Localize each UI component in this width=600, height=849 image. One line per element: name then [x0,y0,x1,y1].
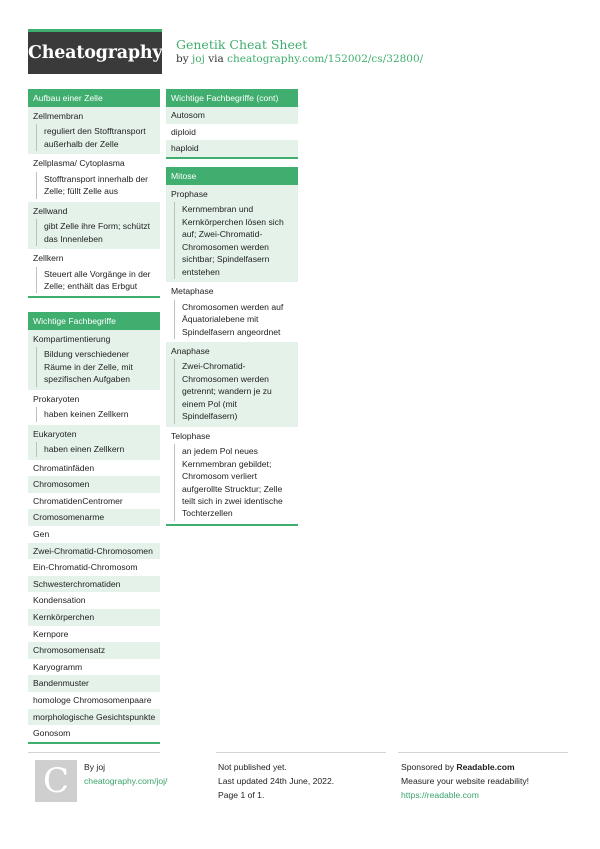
list-item [28,390,160,425]
footer-divider [216,752,386,753]
definition: reguliert den Stofftransport außerhalb der Zelle [36,124,155,151]
term-row: Gonosom [33,728,71,739]
footer-meta [218,760,334,802]
logo-text: Cheatography [28,43,163,63]
term-row: Gen [33,529,50,539]
list-item [166,342,298,427]
sponsor-name[interactable]: Readable.com [456,762,515,772]
list-item [166,282,298,342]
section-title: Wichtige Fachbegriffe (cont) [166,89,298,107]
sheet-url-link[interactable]: cheatography.com/152002/cs/32800/ [227,53,424,65]
term-row: Karyogramm [33,661,83,672]
term: Anaphase [171,345,210,356]
term-row: Kernpore [33,628,69,639]
term-row: Schwesterchromatiden [28,576,160,593]
term-row: Chromosomensatz [28,642,160,659]
page-title: Genetik Cheat Sheet [176,37,308,52]
term: Kompartimentierung [33,334,111,344]
publish-status: Not published yet. [218,762,287,772]
term-row: Ein-Chromatid-Chromosom [33,562,138,573]
page-number: Page 1 of 1. [218,790,265,800]
cheatography-logo[interactable] [28,29,162,74]
sponsor-link[interactable]: https://readable.com [401,790,479,800]
byline: by joj via cheatography.com/152002/cs/32800/ [176,53,424,65]
section-title: Wichtige Fachbegriffe [28,312,160,330]
definition: Stofftransport innerhalb der Zelle; füllt Zelle aus [36,172,155,199]
term-row: haploid [166,140,298,157]
term: Zellkern [33,253,64,264]
avatar-letter: C [42,761,69,801]
term: Prokaryoten [33,393,80,404]
footer-sponsor: Sponsored by Readable.com Measure your website readability! https://readable.com [401,762,530,800]
definition: haben einen Zellkern [36,442,155,456]
section-wichtige-fachbegriffe-cont [166,89,298,159]
last-updated: Last updated 24th June, 2022. [218,776,335,786]
footer-divider [398,752,568,753]
list-item [166,427,298,524]
term-row: homologe Chromosomenpaare [33,694,152,705]
term-row: Cromosomenarme [28,509,160,526]
term: Prophase [171,189,208,199]
definition: haben keinen Zellkern [36,407,155,421]
section-title: Aufbau einer Zelle [28,89,160,107]
definition: an jedem Pol neues Kernmembran gebildet; Chromosom verliert aufgerollte Strucktur; Zelle teilt sich in zwei identische Tochterzellen [174,444,293,521]
term-row: Bandenmuster [28,675,160,692]
section-wichtige-fachbegriffe [28,312,160,744]
list-item [28,107,160,154]
term-row: diploid [171,126,196,137]
term-row: Kernkörperchen [28,609,160,626]
definition: Chromosomen werden auf Äquatorialebene mit Spindelfasern angeordnet [174,300,293,339]
list-item [166,185,298,282]
term: Zellmembran [33,111,84,121]
term: Telophase [171,430,211,441]
list-item [28,330,160,390]
list-item [28,425,160,460]
term-row: morphologische Gesichtspunkte [28,709,160,726]
term-row: Chromatinfäden [33,462,95,473]
term-row: Zwei-Chromatid-Chromosomen [28,543,160,560]
term-row: Autosom [166,107,298,124]
footer-author: By joj cheatography.com/joj/ [84,762,168,786]
term: Eukaryoten [33,428,77,439]
footer-author-name[interactable]: joj [96,762,106,772]
definition: Steuert alle Vorgänge in der Zelle; enthält das Erbgut [36,267,155,294]
author-link[interactable]: joj [192,53,205,65]
definition: Zwei-Chromatid-Chromosomen werden getrennt; wandern je zu einem Pol (mit Spindelfasern) [174,359,293,423]
list-item [28,202,160,249]
term: Metaphase [171,286,214,297]
term-row: Chromosomen [28,476,160,493]
term-row: Kondensation [33,595,86,606]
author-avatar[interactable] [35,760,77,802]
definition: Kernmembran und Kernkörperchen lösen sich auf; Zwei-Chromatid-Chromosomen werden sichtbar; Spindelfasern entstehen [174,202,293,279]
section-mitose [166,167,298,526]
list-item [28,249,160,296]
definition: gibt Zelle ihre Form; schützt das Innenleben [36,219,155,246]
sponsor-tagline: Measure your website readability! [401,776,530,786]
definition: Bildung verschiedener Räume in der Zelle, mit spezifischen Aufgaben [36,347,155,386]
term: Zellwand [33,205,68,216]
section-title: Mitose [166,167,298,185]
term-row: ChromatidenCentromer [33,495,123,506]
section-aufbau-einer-zelle [28,89,160,298]
footer-divider [28,752,160,753]
footer-author-link[interactable]: cheatography.com/joj/ [84,776,168,786]
list-item [28,154,160,201]
term: Zellplasma/ Cytoplasma [33,158,125,169]
